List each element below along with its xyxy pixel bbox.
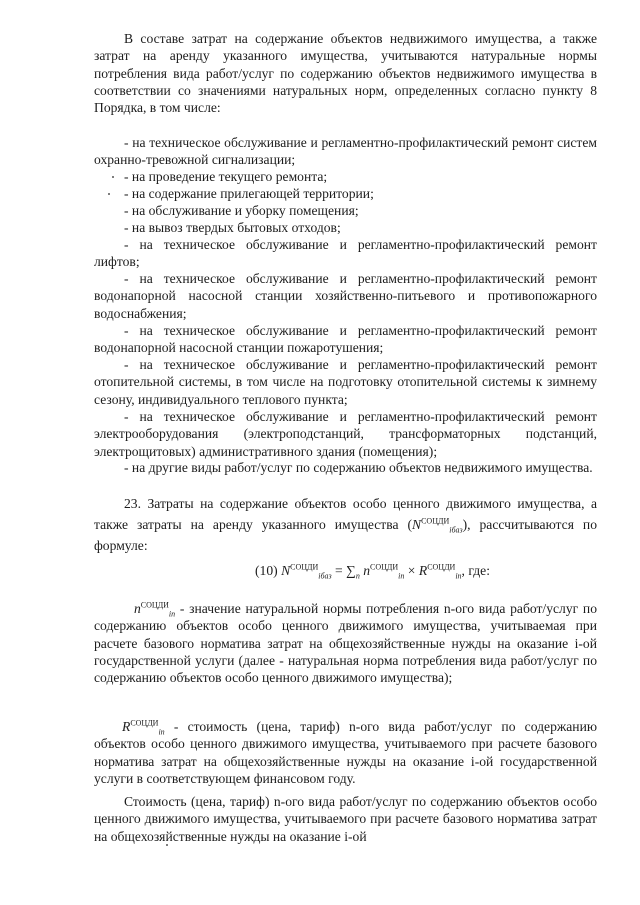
last-paragraph: Стоимость (цена, тариф) n-ого вида работ/услуг по содержанию объектов особо ценного движимого имущества, учитываемого при расчете базового норматива затрат на общехозяйственные нужды на оказание i-ой	[94, 794, 597, 844]
formula-n-sub: in	[398, 571, 405, 581]
list-item: - на техническое обслуживание и регламентно-профилактический ремонт отопительной системы, в том числе на подготовку отопительной системы к зимнему сезону, индивидуального теплового пункта;	[94, 357, 597, 407]
list-item: - на другие виды работ/услуг по содержанию объектов недвижимого имущества.	[124, 460, 593, 475]
list-item: - на техническое обслуживание и регламентно-профилактический ремонт водонапорной насосной станции пожаротушения;	[94, 323, 597, 356]
formula-times: ×	[407, 563, 416, 578]
formula-R: R	[418, 563, 428, 578]
definition-R	[94, 718, 597, 787]
formula-lhs-sub: iбаз	[318, 571, 332, 581]
list-item: - на техническое обслуживание и регламентно-профилактический ремонт электрооборудования (электроподстанций, трансформаторных подстанций, электрощитовых) административного здания (помещения);	[94, 409, 597, 459]
formula-equals: =	[335, 563, 343, 578]
symbol-subscript: iбаз	[449, 525, 463, 535]
symbol-superscript: СОЦДИ	[421, 516, 450, 526]
def-R-sub: in	[158, 727, 165, 737]
formula-sum-sub: n	[355, 571, 360, 581]
def-n-sup: СОЦДИ	[140, 600, 169, 610]
def-n-text: - значение натуральной нормы потребления n-ого вида работ/услуг по содержанию объектов особо ценного движимого имущества, учитываемая при расчете базового норматива затрат на общехозяйственные нужды на оказание i-ой государственной услуги (далее - натуральная норма потребления вида работ/услуг по содержанию объектов особо ценного движимого имущества);	[94, 601, 597, 686]
formula-tail: , где:	[461, 563, 490, 578]
formula-R-sup: СОЦДИ	[427, 562, 456, 572]
formula-n-sup: СОЦДИ	[370, 562, 399, 572]
formula-n: n	[363, 563, 371, 578]
formula-number: (10)	[255, 563, 278, 578]
scan-speck	[112, 176, 114, 178]
formula-lhs-N: N	[281, 563, 291, 578]
def-R-text: - стоимость (цена, тариф) n-ого вида работ/услуг по содержанию объектов особо ценного движимого имущества, учитываемого при расчете базового норматива затрат на общехозяйственные нужды на оказание i-ой государственной услуги в соответствующем финансовом году.	[94, 719, 597, 786]
def-symbol-n: n	[134, 601, 141, 616]
list-item: - на техническое обслуживание и регламентно-профилактический ремонт лифтов;	[94, 237, 597, 270]
def-n-sub: in	[168, 609, 176, 619]
paragraph-23	[94, 493, 597, 556]
list-item: - на проведение текущего ремонта;	[124, 169, 328, 184]
formula-lhs-sup: СОЦДИ	[290, 562, 319, 572]
formula-sum: ∑	[346, 563, 356, 578]
scan-speck	[166, 844, 168, 846]
paragraph-23-text: 23. Затраты на содержание объектов особо ценного движимого имущества, а также затраты на аренду указанного имущества (	[94, 496, 597, 532]
formula-R-sub: in	[455, 571, 462, 581]
paragraph-23-after: ), рассчитываются по формуле:	[94, 517, 597, 553]
intro-paragraph: В составе затрат на содержание объектов недвижимого имущества, а также затрат на аренду указанного имущества, учитываются натуральные нормы потребления вида работ/услуг по содержанию объектов недвижимого имущества в соответствии со значениями натуральных норм, определенных согласно пункту 8 Порядка, в том числе:	[94, 31, 597, 116]
def-symbol-R: R	[122, 719, 131, 734]
formula-symbol-N: N	[412, 517, 422, 532]
list-item: - на техническое обслуживание и регламентно-профилактический ремонт систем охранно-тревожной сигнализации;	[94, 135, 597, 168]
definition-n	[94, 600, 597, 686]
list-item: - на техническое обслуживание и регламентно-профилактический ремонт водонапорной насосной станции хозяйственно-питьевого и противопожарного водоснабжения;	[94, 271, 597, 321]
scan-speck	[108, 193, 110, 195]
list-item: - на обслуживание и уборку помещения;	[124, 203, 359, 218]
formula-10	[255, 562, 595, 579]
list-item: - на содержание прилегающей территории;	[124, 186, 374, 201]
list-item: - на вывоз твердых бытовых отходов;	[124, 220, 341, 235]
def-R-sup: СОЦДИ	[130, 718, 159, 728]
